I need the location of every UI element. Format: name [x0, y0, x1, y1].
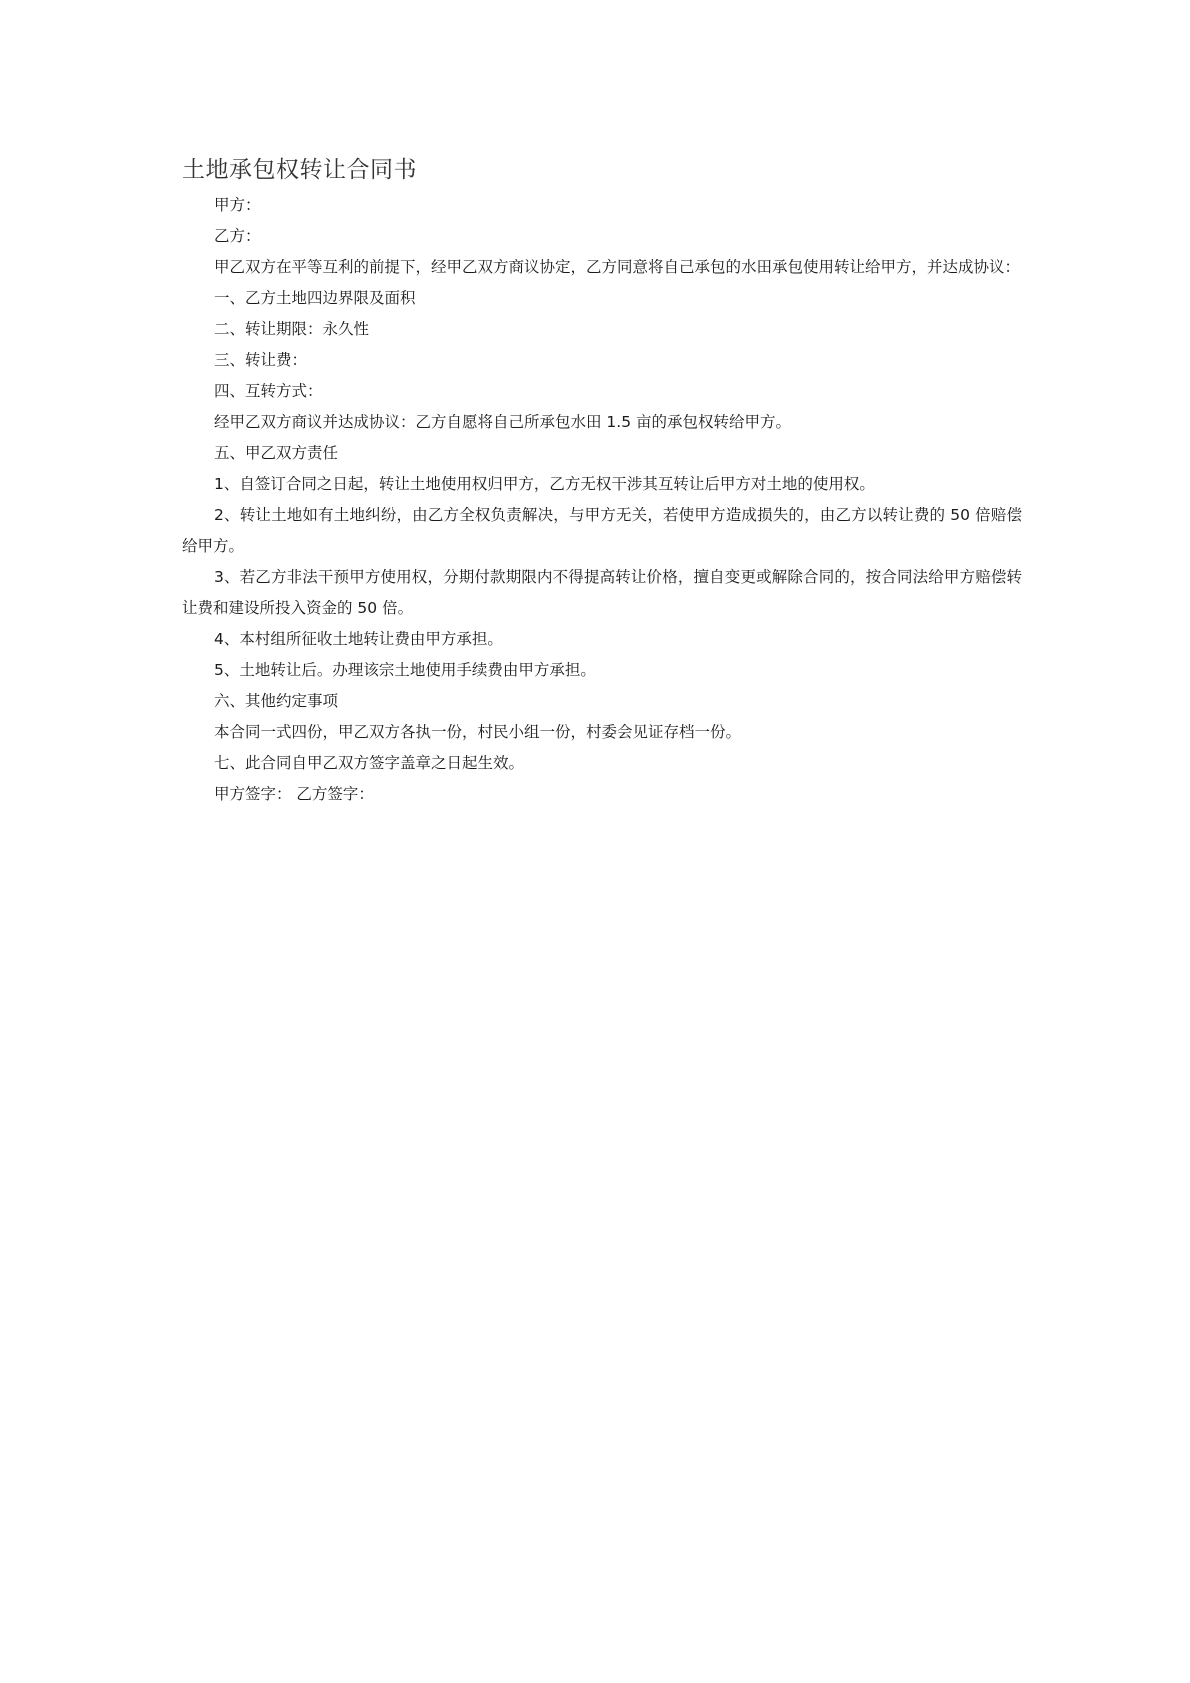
paragraph-item-5: 5、土地转让后。办理该宗土地使用手续费由甲方承担。 — [214, 661, 596, 679]
paragraph-copies: 本合同一式四份，甲乙双方各执一份，村民小组一份，村委会见证存档一份。 — [214, 723, 742, 741]
paragraph-item-3: 3、若乙方非法干预甲方使用权，分期付款期限内不得提高转让价格，擅自变更或解除合同的，按合同法给甲方赔偿转让费和建设所投入资金的 50 倍。 — [182, 568, 1022, 617]
contract-document — [182, 154, 1022, 810]
paragraph-clause-7: 七、此合同自甲乙双方签字盖章之日起生效。 — [214, 754, 525, 772]
paragraph-clause-4: 四、互转方式： — [214, 382, 323, 400]
paragraph-item-1: 1、自签订合同之日起，转让土地使用权归甲方，乙方无权干涉其互转让后甲方对土地的使用权。 — [214, 475, 875, 493]
paragraph-agreement: 经甲乙双方商议并达成协议：乙方自愿将自己所承包水田 1.5 亩的承包权转给甲方。 — [214, 413, 792, 431]
paragraph-item-4: 4、本村组所征收土地转让费由甲方承担。 — [214, 630, 503, 648]
paragraph-clause-2: 二、转让期限：永久性 — [214, 320, 370, 338]
paragraph-clause-5: 五、甲乙双方责任 — [214, 444, 339, 462]
paragraph-clause-3: 三、转让费： — [214, 351, 308, 369]
paragraph-clause-6: 六、其他约定事项 — [214, 692, 339, 710]
paragraph-preamble: 甲乙双方在平等互利的前提下，经甲乙双方商议协定，乙方同意将自己承包的水田承包使用转让给甲方，并达成协议： — [214, 258, 1021, 276]
paragraph-clause-1: 一、乙方土地四边界限及面积 — [214, 289, 416, 307]
paragraph-signatures: 甲方签字： 乙方签字： — [214, 785, 374, 803]
document-title: 土地承包权转让合同书 — [182, 157, 417, 183]
paragraph-party-b: 乙方： — [214, 227, 261, 245]
paragraph-item-2: 2、转让土地如有土地纠纷，由乙方全权负责解决，与甲方无关，若使甲方造成损失的，由乙方以转让费的 50 倍赔偿给甲方。 — [182, 506, 1022, 555]
paragraph-party-a: 甲方： — [214, 196, 261, 214]
